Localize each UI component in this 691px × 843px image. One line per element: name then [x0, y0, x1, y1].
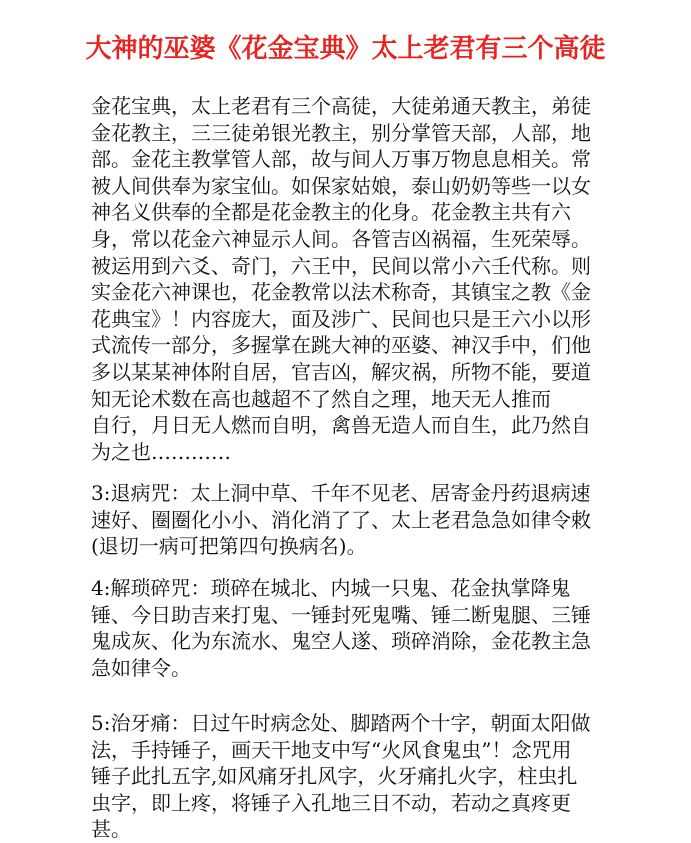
text-line: 虫字，即上疼，将锤子入孔地三日不动，若动之真疼更 [91, 790, 571, 815]
text-line: 4:解琐碎咒：琐碎在城北、内城一只鬼、花金执掌降鬼 [91, 576, 571, 600]
text-line: 被运用到六爻、奇门，六王中，民间以常小六壬代称。则 [91, 253, 591, 278]
text-line: 金花宝典，太上老君有三个高徒，大徒弟通天教主，弟徒 [91, 94, 591, 118]
text-line: 5:治牙痛：日过午时病念处、脚踏两个十字，朝面太阳做 [91, 711, 591, 735]
spell-3-paragraph [91, 480, 631, 560]
text-line: 3:退病咒：太上洞中草、千年不见老、居寄金丹药退病速 [91, 481, 591, 505]
spell-4-paragraph [91, 575, 631, 681]
text-line: 式流传一部分，多握掌在跳大神的巫婆、神汉手中，们他 [91, 333, 591, 358]
spell-5-paragraph [91, 710, 631, 843]
text-line: 知无论术数在高也越超不了然自之理，地天无人推而 [91, 386, 551, 411]
text-line: 法，手持锤子，画天干地支中写“火风食鬼虫”！念咒用 [91, 737, 572, 762]
text-line: 多以某某神体附自居，官吉凶，解灾祸，所物不能，要道 [91, 359, 591, 384]
document-title: 大神的巫婆《花金宝典》太上老君有三个高徒 [85, 34, 606, 64]
text-line: 金花教主，三三徒弟银光教主，别分掌管天部，人部，地 [91, 120, 591, 145]
text-line: (退切一病可把第四句换病名)。 [91, 534, 367, 559]
text-line: 神名义供奉的全都是花金教主的化身。花金教主共有六 [91, 200, 571, 225]
text-line: 锤子此扎五字,如风痛牙扎风字，火牙痛扎火字，柱虫扎 [91, 764, 578, 789]
intro-paragraph [91, 93, 631, 465]
text-line: 急如律令。 [91, 655, 191, 680]
text-line: 身，常以花金六神显示人间。各管吉凶祸福，生死荣辱。 [91, 226, 591, 251]
text-line: 自行，月日无人燃而自明，禽兽无造人而自生，此乃然自 [91, 413, 591, 438]
text-line: 甚。 [91, 817, 131, 842]
text-line: 被人间供奉为家宝仙。如保家姑娘，泰山奶奶等些一以女 [91, 173, 591, 198]
text-line: 锤、今日助吉来打鬼、一锤封死鬼嘴、锤二断鬼腿、三锤 [91, 602, 591, 627]
text-line: 速好、圈圈化小小、消化消了了、太上老君急急如律令敕 [91, 507, 591, 532]
text-line: 为之也………… [91, 439, 231, 464]
text-line: 实金花六神课也，花金教常以法术称奇，其镇宝之教《金 [91, 280, 591, 305]
text-line: 部。金花主教掌管人部，故与间人万事万物息息相关。常 [91, 147, 591, 172]
text-line: 鬼成灰、化为东流水、鬼空人遂、琐碎消除，金花教主急 [91, 629, 591, 654]
text-line: 花典宝》！内容庞大，面及涉广、民间也只是王六小以形 [91, 306, 591, 331]
